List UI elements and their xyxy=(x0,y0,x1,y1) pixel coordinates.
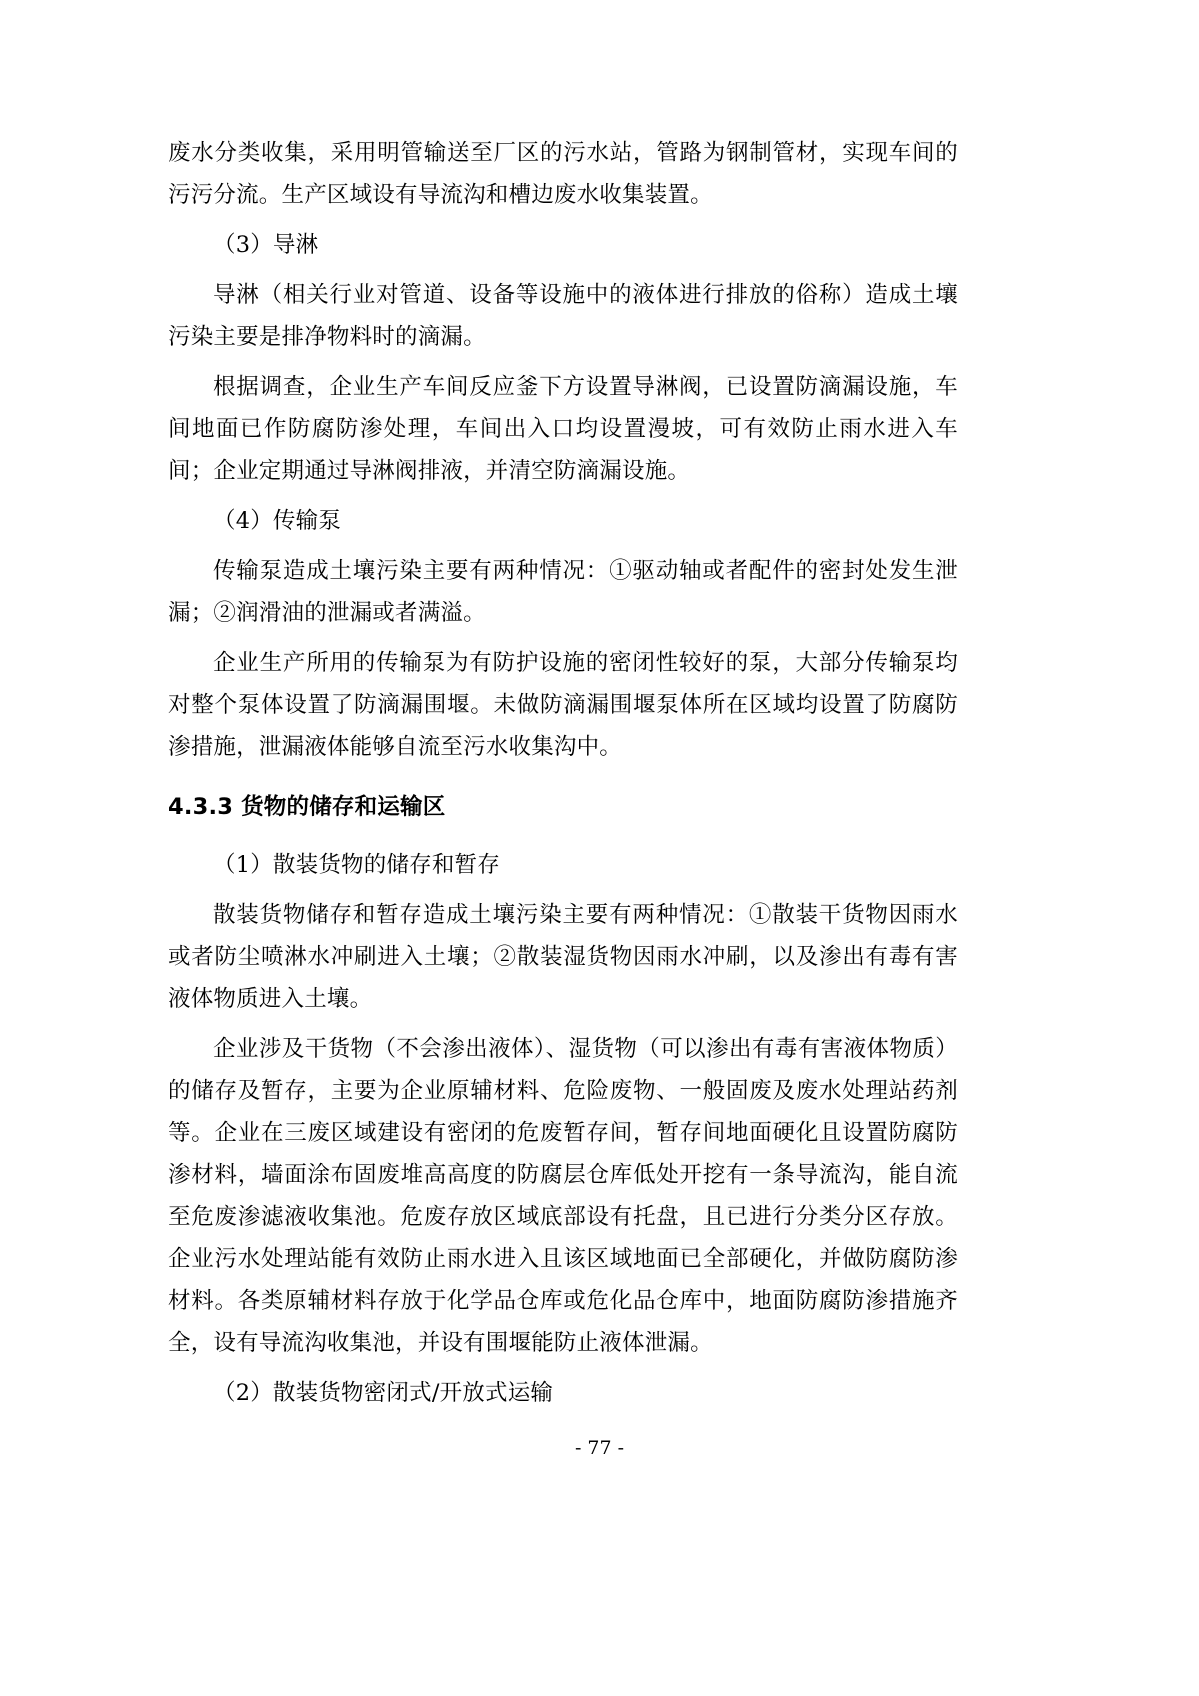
paragraph: 传输泵造成土壤污染主要有两种情况：①驱动轴或者配件的密封处发生泄漏；②润滑油的泄漏或者满溢。 xyxy=(168,558,958,626)
paragraph-spacer xyxy=(168,358,958,366)
heading-spacer xyxy=(168,768,958,786)
paragraph: 导淋（相关行业对管道、设备等设施中的液体进行排放的俗称）造成土壤污染主要是排净物料时的滴漏。 xyxy=(168,282,958,350)
paragraph: 根据调查，企业生产车间反应釜下方设置导淋阀，已设置防滴漏设施，车间地面已作防腐防渗处理，车间出入口均设置漫坡，可有效防止雨水进入车间；企业定期通过导淋阀排液，并清空防滴漏设施。 xyxy=(168,374,958,484)
paragraph-spacer xyxy=(168,216,958,224)
paragraph-spacer xyxy=(168,1364,958,1372)
heading-spacer xyxy=(168,828,958,844)
paragraph-heading-3: （3）导淋 xyxy=(213,232,319,258)
paragraph: 企业生产所用的传输泵为有防护设施的密闭性较好的泵，大部分传输泵均对整个泵体设置了防滴漏围堰。未做防滴漏围堰泵体所在区域均设置了防腐防渗措施，泄漏液体能够自流至污水收集沟中。 xyxy=(168,650,958,760)
paragraph-spacer xyxy=(168,492,958,500)
page-number: - 77 - xyxy=(574,1437,625,1459)
paragraph: 废水分类收集，采用明管输送至厂区的污水站，管路为钢制管材，实现车间的污污分流。生产区域设有导流沟和槽边废水收集装置。 xyxy=(168,140,958,208)
paragraph-spacer xyxy=(168,1020,958,1028)
paragraph-spacer xyxy=(168,634,958,642)
paragraph: 散装货物储存和暂存造成土壤污染主要有两种情况：①散装干货物因雨水或者防尘喷淋水冲刷进入土壤；②散装湿货物因雨水冲刷，以及渗出有毒有害液体物质进入土壤。 xyxy=(168,902,958,1012)
paragraph-item-2: （2）散装货物密闭式/开放式运输 xyxy=(213,1380,554,1406)
paragraph: 企业涉及干货物（不会渗出液体）、湿货物（可以渗出有毒有害液体物质）的储存及暂存，主要为企业原辅材料、危险废物、一般固废及废水处理站药剂等。企业在三废区域建设有密闭的危废暂存间，暂存间地面硬化且设置防腐防渗材料，墙面涂布固废堆高高度的防腐层仓库低处开挖有一条导流沟，能自流至危废渗滤液收集池。危废存放区域底部设有托盘，且已进行分类分区存放。企业污水处理站能有效防止雨水进入且该区域地面已全部硬化，并做防腐防渗材料。各类原辅材料存放于化学品仓库或危化品仓库中，地面防腐防渗措施齐全，设有导流沟收集池，并设有围堰能防止液体泄漏。 xyxy=(168,1036,958,1356)
paragraph-spacer xyxy=(168,266,958,274)
paragraph-spacer xyxy=(168,542,958,550)
paragraph-heading-4: （4）传输泵 xyxy=(213,508,342,534)
document-body xyxy=(168,132,958,1414)
paragraph-spacer xyxy=(168,886,958,894)
paragraph-item-1: （1）散装货物的储存和暂存 xyxy=(213,852,500,878)
section-heading-4-3-3: 4.3.3 货物的储存和运输区 xyxy=(168,794,446,820)
